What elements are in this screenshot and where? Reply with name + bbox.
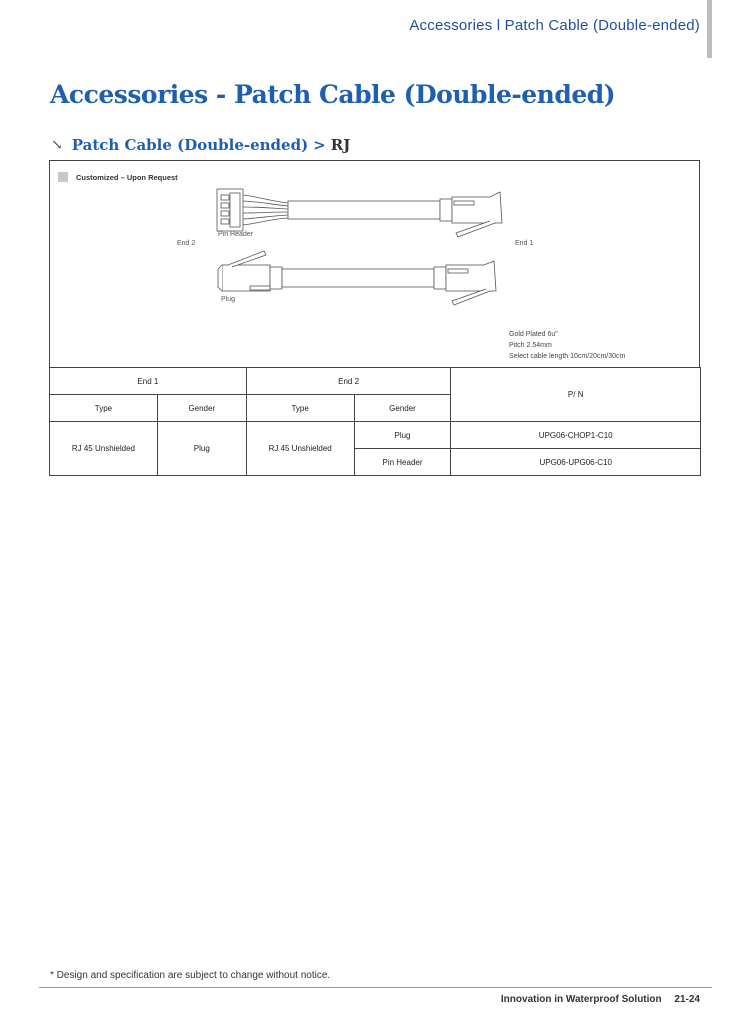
header-pn: P/ N (451, 368, 701, 422)
header-tab-bar (707, 0, 712, 58)
spec-notes (509, 329, 625, 362)
header-type-end1: Type (50, 395, 158, 422)
label-plug: Plug (221, 296, 236, 303)
footnote: * Design and specification are subject to change without notice. (50, 970, 331, 981)
header-end2: End 2 (246, 368, 451, 395)
arrow-down-right-icon: ↘ (51, 137, 63, 153)
rj-plug-end1 (440, 192, 502, 237)
spec-line: Pitch 2.54mm (509, 342, 552, 349)
cell-gender-end2: Plug (354, 422, 451, 449)
section-separator: > (313, 136, 326, 154)
footer-divider (39, 987, 712, 988)
spec-line: Select cable length 10cm/20cm/30cm (509, 353, 626, 360)
header-end1: End 1 (50, 368, 247, 395)
cell-type-end2: RJ 45 Unshielded (246, 422, 354, 476)
header-gender-end1: Gender (157, 395, 246, 422)
pin-header-connector (217, 189, 243, 231)
label-end2: End 2 (177, 240, 196, 247)
table-row (50, 422, 701, 449)
header-type-end2: Type (246, 395, 354, 422)
spec-line: Gold Plated 6u" (509, 331, 558, 338)
diagram-box (49, 160, 700, 367)
cell-pn: UPG06-CHOP1-C10 (451, 422, 701, 449)
custom-tag-label: Customized – Upon Request (76, 172, 178, 182)
footer (501, 994, 700, 1005)
header-title: Accessories l Patch Cable (Double-ended) (409, 17, 700, 34)
label-pin-header: Pin Header (218, 231, 254, 238)
table-group-header-row (50, 368, 701, 395)
page-title: Accessories - Patch Cable (Double-ended) (50, 80, 616, 109)
cable-2-jacket (282, 269, 434, 287)
section-sub: RJ (330, 136, 351, 154)
cell-gender-end1: Plug (157, 422, 246, 476)
header-gender-end2: Gender (354, 395, 451, 422)
rj-plug-end2 (218, 251, 282, 291)
cell-type-end1: RJ 45 Unshielded (50, 422, 158, 476)
spec-table (49, 367, 701, 476)
footer-tagline: Innovation in Waterproof Solution (500, 994, 662, 1005)
page-number: 21-24 (674, 994, 700, 1005)
cable-1-jacket (288, 201, 440, 219)
cell-pn: UPG06-UPG06-C10 (451, 449, 701, 476)
rj-plug-end1-second (434, 261, 496, 305)
cell-gender-end2: Pin Header (354, 449, 451, 476)
section-name: Patch Cable (Double-ended) (71, 136, 309, 154)
label-end1: End 1 (515, 240, 534, 247)
section-heading (51, 136, 350, 154)
pin-header-wires (243, 195, 288, 225)
